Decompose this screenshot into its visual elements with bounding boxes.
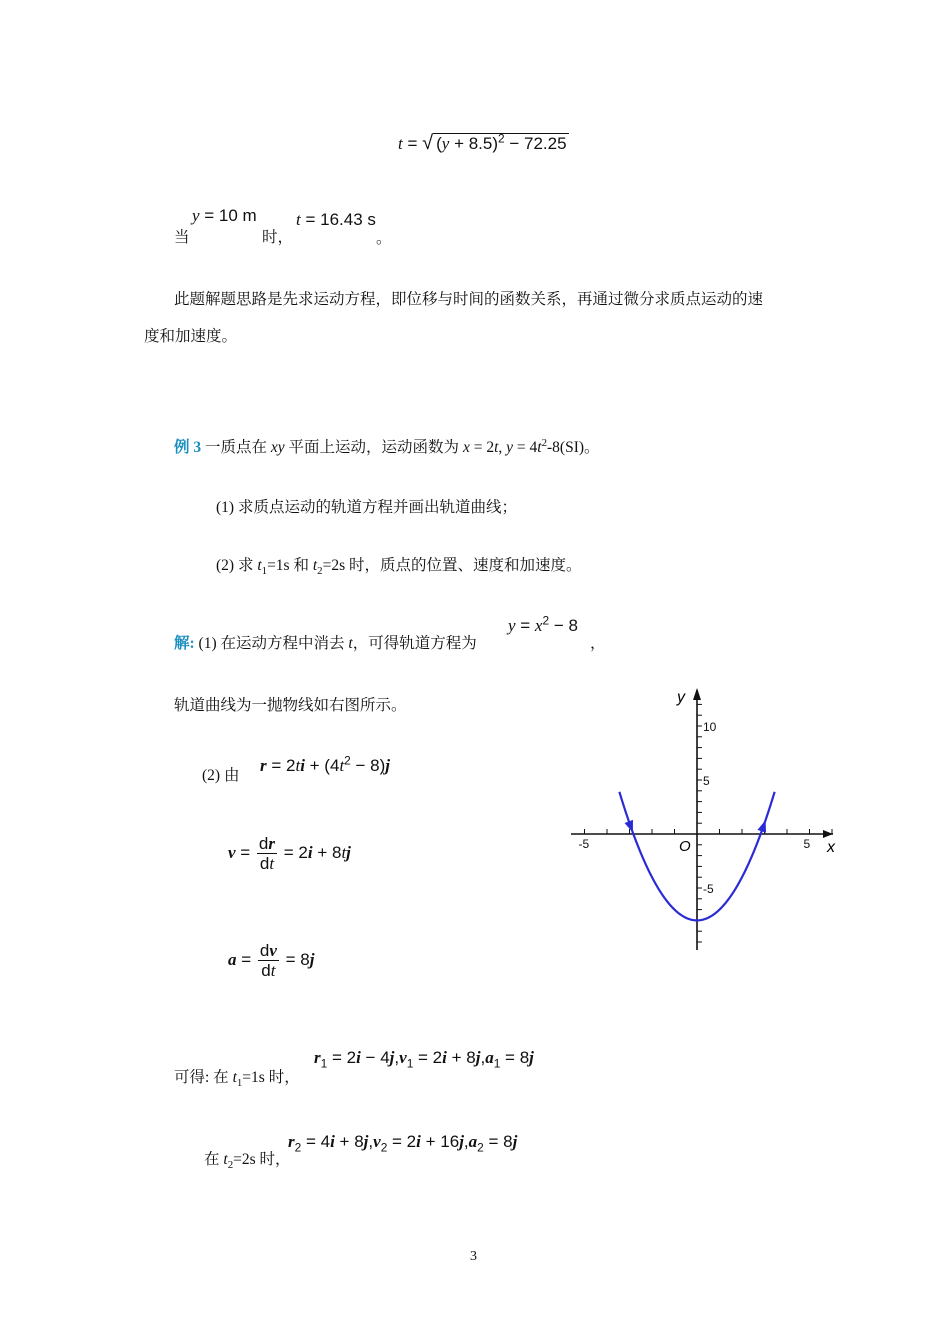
example-3-statement — [174, 438, 600, 458]
a-num-v: v — [269, 941, 277, 960]
res1-e3: = 2 — [413, 1048, 443, 1067]
solution-text-b: ，可得轨道方程为 — [352, 635, 477, 652]
a-vec: a — [228, 949, 237, 969]
when-result — [296, 210, 376, 230]
example-xy: xy — [270, 439, 285, 456]
curve-description: 轨道曲线为一抛物线如右图所示。 — [174, 697, 407, 714]
example-text-3: = 2 — [469, 439, 495, 456]
a-num-d: d — [259, 941, 270, 960]
example-text-6: -8(SI)。 — [547, 439, 600, 456]
when-y-val: = 10 m — [199, 206, 257, 225]
example-text-4: , — [498, 439, 507, 456]
res1-v: v — [399, 1048, 407, 1067]
res1-t: t — [232, 1069, 237, 1086]
v-num-d: d — [258, 834, 269, 853]
res1-sub: 1 — [236, 1077, 243, 1090]
res2-c1: , — [368, 1132, 374, 1151]
res1-e5: = 8 — [500, 1048, 530, 1067]
when-t: t — [296, 210, 301, 229]
acceleration-equation: a = $\frac{dv}{dt}$ = 8j — [228, 941, 315, 980]
question-1: (1) 求质点运动的轨道方程并画出轨道曲线； — [216, 499, 517, 516]
remark-line-2: 度和加速度。 — [144, 328, 238, 345]
res2-r-sub: 2 — [294, 1140, 302, 1155]
page-number: 3 — [470, 1249, 477, 1264]
a-rhs: = 8 — [280, 949, 310, 969]
res1-j1: j — [389, 1048, 395, 1067]
solution-label: 解: — [174, 635, 195, 652]
part2-label: (2) 由 — [202, 767, 240, 784]
res1-a: a — [485, 1048, 494, 1067]
res2-sub: 2 — [227, 1159, 234, 1172]
example-text-5: = 4 — [513, 439, 538, 456]
graph-ticks — [565, 704, 832, 942]
trajectory-equation — [508, 613, 578, 636]
res2-label-a: 在 — [204, 1151, 224, 1168]
v-rhs2: + 8 — [312, 842, 342, 862]
res2-label-b: =2s 时， — [233, 1151, 291, 1168]
res1-label-a: 可得: 在 — [174, 1069, 233, 1086]
y-axis-arrowhead — [693, 688, 701, 700]
left-arrowhead — [625, 820, 633, 833]
example-x: x — [462, 439, 470, 456]
res1-j3: j — [529, 1048, 534, 1067]
v-i: i — [307, 842, 313, 862]
solution-comma: ， — [590, 635, 606, 652]
q2-sub2: 2 — [317, 565, 323, 578]
r-j: j — [385, 756, 391, 775]
y-tick-label: 5 — [703, 774, 710, 788]
r-eq1: = 2 — [266, 756, 296, 775]
remark-line-1: 此题解题思路是先求运动方程，即位移与时间的函数关系，再通过微分求质点运动的速 — [174, 291, 764, 308]
res1-e4: + 8 — [446, 1048, 476, 1067]
example-label: 例 3 — [174, 439, 202, 456]
trajectory-graph — [565, 680, 845, 960]
res2-v-sub: 2 — [380, 1140, 388, 1155]
res1-v-sub: 1 — [406, 1056, 414, 1071]
graph-axes — [571, 688, 833, 950]
res1-e1: = 2 — [327, 1048, 357, 1067]
y-tick-label: -5 — [703, 882, 714, 896]
res2-a: a — [468, 1132, 478, 1151]
r-exp: 2 — [344, 753, 351, 768]
res1-r: r — [314, 1048, 321, 1067]
r-equation — [260, 753, 391, 776]
traj-x: x — [534, 616, 543, 635]
res1-i2: i — [442, 1048, 447, 1067]
result-1-label — [174, 1068, 300, 1088]
when-t-val: = 16.43 s — [300, 210, 376, 229]
traj-exp: 2 — [542, 613, 550, 628]
solution-t: t — [348, 635, 353, 652]
v-j: j — [346, 842, 351, 862]
res2-i2: i — [416, 1132, 421, 1151]
a-den-d: d — [261, 961, 271, 980]
v-rhs1: = 2 — [279, 842, 308, 862]
question-2 — [216, 556, 581, 576]
q2-sub1: 1 — [261, 565, 268, 578]
res2-t: t — [223, 1151, 228, 1168]
eq-exp: 2 — [498, 131, 505, 146]
when-condition — [192, 206, 257, 226]
res2-j1: j — [363, 1132, 369, 1151]
result-1-equation — [314, 1048, 534, 1071]
res2-a-sub: 2 — [477, 1140, 484, 1155]
res2-e3: = 2 — [387, 1132, 417, 1151]
x-axis-label: x — [827, 839, 835, 856]
solution-line — [174, 634, 477, 654]
res2-e1: = 4 — [301, 1132, 331, 1151]
res1-c1: , — [394, 1048, 400, 1067]
traj-tail: − 8 — [549, 616, 578, 635]
example-t2: t — [537, 439, 542, 456]
equation-t-sqrt — [398, 132, 569, 155]
q2-text-b: =1s 和 — [267, 557, 313, 574]
solution-text-a: (1) 在运动方程中消去 — [194, 635, 349, 652]
r-t: t — [295, 756, 301, 775]
r-eq2: + (4 — [304, 756, 340, 775]
a-den-t: t — [270, 961, 276, 980]
eq-rest: + 8.5) — [449, 134, 499, 153]
res2-r: r — [288, 1132, 295, 1151]
sqrt-body — [433, 133, 568, 153]
v-num-r: r — [268, 834, 276, 853]
origin-label: O — [679, 838, 691, 855]
eq-paren: ( — [436, 134, 442, 153]
r-vec: r — [260, 756, 267, 775]
a-fraction — [258, 941, 279, 980]
r-eq3: − 8) — [350, 756, 386, 775]
res1-c2: , — [480, 1048, 486, 1067]
right-arrowhead — [757, 820, 766, 833]
res2-j2: j — [459, 1132, 464, 1151]
y-axis-label: y — [677, 689, 685, 706]
v-den-t: t — [269, 854, 275, 873]
r-i: i — [300, 756, 305, 775]
q2-text-a: (2) 求 — [216, 557, 258, 574]
eq-equals: = — [407, 134, 418, 153]
result-2-label — [204, 1150, 291, 1170]
traj-y: y — [508, 616, 516, 635]
result-2-equation — [288, 1132, 518, 1155]
res1-e2: − 4 — [360, 1048, 390, 1067]
example-t: t — [494, 439, 499, 456]
res2-e2: + 8 — [334, 1132, 364, 1151]
res2-c2: , — [463, 1132, 469, 1151]
a-j: j — [309, 949, 315, 969]
eq-tail: − 72.25 — [504, 134, 567, 153]
y-tick-label: 10 — [703, 720, 717, 734]
v-t: t — [341, 842, 347, 862]
res1-i1: i — [356, 1048, 361, 1067]
res2-v: v — [373, 1132, 381, 1151]
res1-j2: j — [475, 1048, 481, 1067]
sqrt-sign: √ — [422, 132, 434, 154]
when-prefix: 当 — [174, 229, 190, 246]
x-tick-label: 5 — [803, 837, 811, 851]
q2-t2: t — [312, 557, 318, 574]
res2-j3: j — [512, 1132, 518, 1151]
r-t2: t — [339, 756, 345, 775]
res1-label-b: =1s 时， — [242, 1069, 300, 1086]
example-sup: 2 — [541, 436, 548, 449]
v-fraction — [257, 834, 277, 873]
res2-e5: = 8 — [483, 1132, 513, 1151]
velocity-equation: v = $\frac{dr}{dt}$ = 2i + 8tj — [228, 834, 351, 873]
example-y: y — [506, 439, 514, 456]
res2-e4: + 16 — [420, 1132, 460, 1151]
eq-y: y — [441, 134, 450, 153]
eq-t-var: t — [398, 134, 403, 153]
when-y: y — [192, 206, 200, 225]
traj-eq: = — [515, 616, 535, 635]
x-tick-label: -5 — [578, 837, 590, 851]
example-text-2: 平面上运动，运动函数为 — [284, 439, 463, 456]
res1-r-sub: 1 — [320, 1056, 328, 1071]
res1-a-sub: 1 — [493, 1056, 501, 1071]
v-den-d: d — [259, 854, 270, 873]
q2-text-c: =2s 时，质点的位置、速度和加速度。 — [322, 557, 582, 574]
example-text-1: 一质点在 — [201, 439, 271, 456]
direction-arrows — [625, 820, 766, 833]
v-vec: v — [228, 842, 236, 862]
when-suffix: 。 — [376, 230, 392, 247]
q2-t1: t — [257, 557, 262, 574]
when-mid: 时， — [262, 229, 294, 246]
res2-i1: i — [330, 1132, 335, 1151]
